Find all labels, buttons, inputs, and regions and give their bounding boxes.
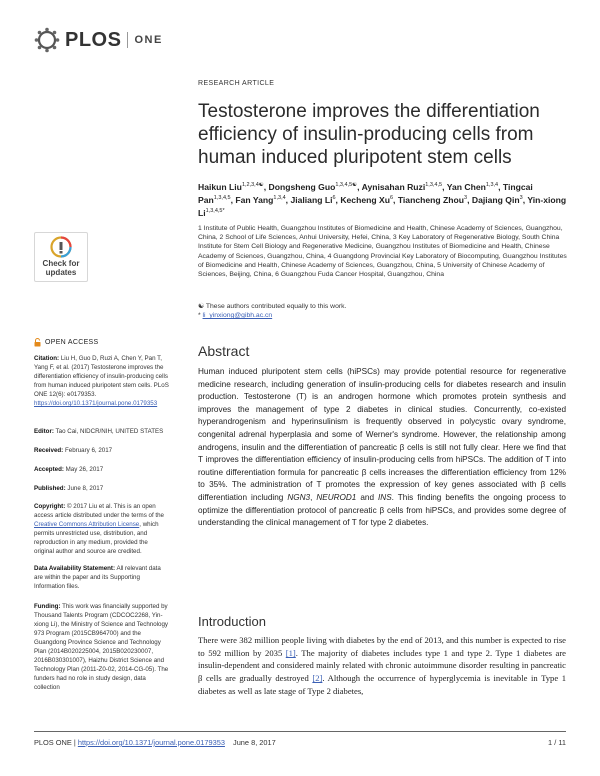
introduction-heading: Introduction bbox=[198, 614, 266, 629]
citation-text: Liu H, Guo D, Ruzi A, Chen Y, Pan T, Yang F, et al. (2017) Testosterone improves the differentiation efficiency of insulin-producing cells from human induced pluripotent stem cells. PLoS ONE 12(6): e0179353. bbox=[34, 355, 169, 398]
gene-neurod1: NEUROD1 bbox=[316, 492, 357, 502]
reference-link-2[interactable]: [2] bbox=[312, 673, 323, 684]
equal-contribution-note: ☯ These authors contributed equally to this work. bbox=[198, 303, 347, 310]
author-name: Kecheng Xu bbox=[340, 194, 390, 205]
abstract-text-2: . This finding benefits the ongoing process to optimize the differentiation protocol of pancreatic β cells from hiPSCs, and provides some degree of understanding the clinical management of T for type 2 diabetes. bbox=[198, 492, 566, 528]
sidebar-received bbox=[34, 446, 169, 455]
author-separator: , bbox=[263, 181, 269, 192]
funding-label: Funding: bbox=[34, 603, 61, 610]
author-name: Tingcai Pan bbox=[198, 181, 533, 205]
plos-one-logo bbox=[34, 27, 164, 53]
intro-text-1: There were 382 million people living with diabetes by the end of 2013, and this number is expected to rise to 592 million by 2035 bbox=[198, 635, 566, 658]
author-name: Tiancheng Zhou bbox=[397, 194, 465, 205]
abstract-sep-2: and bbox=[356, 492, 379, 502]
accepted-label: Accepted: bbox=[34, 466, 64, 473]
sidebar-citation bbox=[34, 354, 169, 408]
author-name: Haikun Liu bbox=[198, 181, 242, 192]
page-number: 1 / 11 bbox=[548, 738, 566, 747]
open-access-label bbox=[34, 338, 98, 347]
author-affiliation-marker: 1,3,4 bbox=[273, 194, 286, 201]
author-separator: , bbox=[357, 181, 362, 192]
author-separator: , bbox=[393, 194, 398, 205]
check-updates-text bbox=[35, 259, 87, 277]
received-label: Received: bbox=[34, 447, 64, 454]
article-type-label: RESEARCH ARTICLE bbox=[198, 80, 275, 87]
author-name: Fan Yang bbox=[235, 194, 274, 205]
logo-journal: ONE bbox=[134, 34, 163, 46]
copyright-label: Copyright: bbox=[34, 503, 66, 510]
received-text: February 6, 2017 bbox=[64, 447, 113, 454]
introduction-body bbox=[198, 634, 566, 698]
author-separator: , bbox=[498, 181, 503, 192]
abstract-text-1: Human induced pluripotent stem cells (hiPSCs) may provide potential resource for regenerative medicine research, including generation of insulin-producing cells for diabetes research and insulin production. Testosterone (T) is an androgen hormone which promotes protein synthesis and improves the management of type 2 diabetes in clinical studies. Concurrently, co-existed hyperandrogenism and hyperinsulinism is frequently observed in polycystic ovary syndrome, congenital adrenal hyperplasia and some of Werner's syndrome. However, the relationship among androgens, insulin and the differentiation of pancreatic β cells is still not fully clear. Here we find that T improves the differentiation efficiency of insulin-producing cells from hiPSCs. The addition of T into routine differentiation formula for pancreatic β cells increases the differentiation efficiency from 12% to 35%. The administration of T promotes the expression of key genes associated with β cells differentiation including bbox=[198, 367, 566, 502]
author-notes bbox=[198, 302, 568, 320]
author-affiliation-marker: 1,2,3,4☯ bbox=[241, 182, 264, 188]
sidebar-editor bbox=[34, 427, 169, 436]
check-updates-line1: Check for bbox=[42, 259, 80, 268]
author-affiliation-marker: 1,3,4,5* bbox=[205, 207, 225, 214]
sidebar-published bbox=[34, 484, 169, 493]
page-footer bbox=[34, 738, 276, 747]
logo-divider bbox=[127, 32, 128, 48]
author-affiliation-marker: 1,3,4,5☯ bbox=[335, 182, 358, 188]
sidebar-data-availability bbox=[34, 564, 169, 591]
author-separator: , bbox=[285, 194, 291, 205]
correspondence-email-link[interactable]: li_yinxiong@gibh.ac.cn bbox=[202, 312, 273, 320]
correspondence-note bbox=[198, 311, 568, 320]
author-affiliation-marker: 1,3,4,5 bbox=[425, 182, 443, 188]
abstract-heading: Abstract bbox=[198, 343, 250, 359]
author-separator: , bbox=[522, 194, 528, 205]
sidebar-funding bbox=[34, 602, 169, 692]
author-affiliation-marker: 3 bbox=[519, 194, 523, 201]
footer-doi-link[interactable]: https://doi.org/10.1371/journal.pone.0179353 bbox=[77, 738, 225, 747]
article-title: Testosterone improves the differentiation efficiency of insulin-producing cells from human induced pluripotent stem cells bbox=[198, 101, 540, 168]
data-availability-label: Data Availability Statement: bbox=[34, 565, 116, 572]
author-name: Yin-xiong Li bbox=[198, 194, 567, 218]
abstract-body bbox=[198, 366, 566, 530]
citation-label: Citation: bbox=[34, 355, 60, 362]
author-separator: , bbox=[335, 194, 341, 205]
accepted-text: May 26, 2017 bbox=[65, 466, 104, 473]
open-lock-icon bbox=[34, 338, 41, 347]
check-updates-icon bbox=[50, 236, 72, 258]
author-name: Yan Chen bbox=[446, 181, 486, 192]
correspondence-star: * bbox=[198, 312, 203, 320]
author-affiliation-marker: 6 bbox=[389, 194, 394, 201]
abstract-sep-1: , bbox=[310, 492, 317, 502]
citation-doi-link[interactable]: https://doi.org/10.1371/journal.pone.0179353 bbox=[34, 400, 158, 407]
open-access-text: OPEN ACCESS bbox=[45, 339, 99, 346]
author-separator: , bbox=[442, 181, 447, 192]
editor-label: Editor: bbox=[34, 428, 54, 435]
copyright-post: , which permits unrestricted use, distribution, and reproduction in any medium, provided the original author and source are credited. bbox=[34, 521, 159, 555]
check-updates-line2: updates bbox=[45, 268, 77, 277]
sidebar-copyright bbox=[34, 502, 169, 556]
author-name: Aynisahan Ruzi bbox=[361, 181, 426, 192]
affiliations: 1 Institute of Public Health, Guangzhou Institutes of Biomedicine and Health, Chinese Academy of Sciences, Guangzhou, China, 2 School of Life Sciences, Anhui University, Hefei, China, 3 Key Laboratory of Regenerative Biology, South China Institute for Stem Cell Biology and Regenerative Medicine, Guangzhou Institutes of Biomedicine and Health, Chinese Academy of Sciences, Guangzhou, China, 4 Guangdong Provincial Key Laboratory of Biocomputing, Guangzhou Institutes of Biomedicine and Health, Chinese Academy of Sciences, Guangzhou, China, 5 University of Chinese Academy of Sciences, Beijing, China, 6 Guangzhou Fuda Cancer Hospital, Guangzhou, China bbox=[198, 225, 567, 279]
sidebar-accepted bbox=[34, 465, 169, 474]
author-name: Dajiang Qin bbox=[471, 194, 520, 205]
author-affiliation-marker: 1,3,4 bbox=[485, 182, 499, 188]
funding-text: This work was financially supported by Thousand Talents Program (CDCOC2268, Yin-xiong Li), the Ministry of Science and Technology 973 Program (2015CB964700) and the Guangdong Province Science and Technology Plan (2014B020225004, 2015B020230007, 2016B030301007), Haizhu District Science and Technology Plan (2011-Z0-02, 2014-CG-05). The funders had no role in study design, data collection bbox=[34, 603, 169, 691]
gene-ins: INS bbox=[378, 492, 392, 502]
author-name: Dongsheng Guo bbox=[268, 181, 336, 192]
author-separator: , bbox=[467, 194, 472, 205]
author-separator: , bbox=[230, 194, 236, 205]
footer-divider bbox=[34, 731, 566, 732]
author-name: Jialiang Li bbox=[290, 194, 333, 205]
check-for-updates-badge[interactable] bbox=[34, 232, 88, 282]
gene-ngn3: NGN3 bbox=[287, 492, 311, 502]
published-text: June 8, 2017 bbox=[67, 485, 104, 492]
footer-journal: PLOS ONE | bbox=[34, 738, 78, 747]
author-affiliation-marker: 1,3,4,5 bbox=[213, 194, 231, 201]
intro-text-2: . The majority of diabetes includes type 1 and type 2. Type 1 diabetes are insulin-dependent and considered mainly related with chronic autoimmune disorder resulting in pancreatic β cells are gradually destroyed bbox=[198, 647, 566, 684]
data-availability-text: All relevant data are within the paper and its Supporting Information files. bbox=[34, 565, 161, 590]
cc-license-link[interactable]: Creative Commons Attribution License bbox=[34, 521, 140, 528]
author-affiliation-marker: 3 bbox=[464, 194, 468, 201]
intro-text-3: . Although the occurrence of hyperglycemia is inevitable in Type 1 diabetes as well as late stage of Type 2 diabetes, bbox=[198, 673, 566, 696]
plos-logo-icon bbox=[34, 27, 60, 53]
author-affiliation-marker: 6 bbox=[332, 194, 336, 201]
reference-link-1[interactable]: [1] bbox=[285, 647, 296, 658]
editor-text: Tao Cai, NIDCR/NIH, UNITED STATES bbox=[55, 428, 164, 435]
footer-date: June 8, 2017 bbox=[233, 738, 276, 747]
author-list bbox=[198, 180, 568, 219]
published-label: Published: bbox=[34, 485, 66, 492]
copyright-pre: © 2017 Liu et al. This is an open access article distributed under the terms of the bbox=[34, 503, 165, 519]
logo-brand: PLOS bbox=[65, 28, 122, 51]
